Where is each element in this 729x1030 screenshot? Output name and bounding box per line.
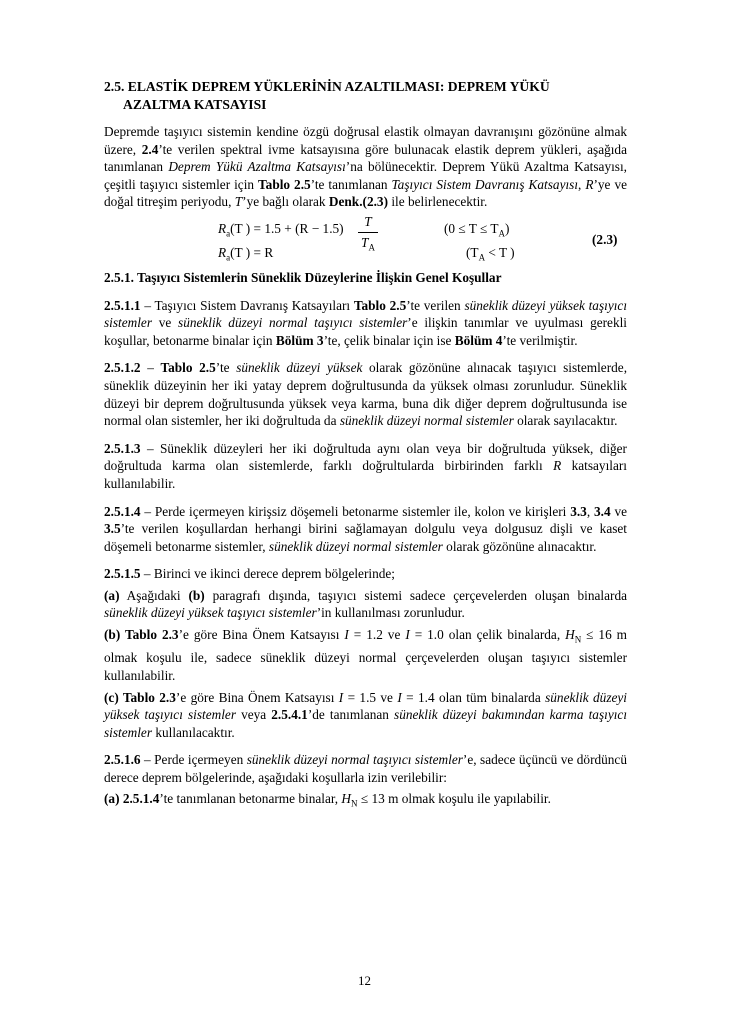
ref-bold: Denk.(2.3) <box>328 194 389 210</box>
eq-line2-lhs: $R_a(T$ ) = R <box>218 244 274 263</box>
text: , <box>578 176 586 192</box>
document-page <box>104 78 627 814</box>
eq-line2-condition: ($T_A < T$ ) <box>466 244 515 263</box>
paragraph-2-5-1-5-a: (a) Aşağıdaki (b) paragrafı dışında, taşıyıcı sistemi sadece çerçevelerden oluşan binalarda süneklik düzeyi yüksek taşıyıcı sistemler’in kullanılması zorunludur. <box>104 587 627 621</box>
section-title <box>104 78 627 114</box>
eq-fraction: T $T_A$ <box>358 213 378 257</box>
equation-2-3 <box>104 215 627 261</box>
section-title-line2: AZALTMA KATSAYISI <box>123 97 267 112</box>
paragraph-2-5-1-5-c: (c) Tablo 2.3’e göre Bina Önem Katsayısı I = 1.5 ve I = 1.4 olan tüm binalarda süneklik düzeyi yüksek taşıyıcı sistemler veya 2.5.4.1’de tanımlanan süneklik düzeyi bakımından karma taşıyıcı sistemler kullanılacaktır. <box>104 689 628 740</box>
paragraph-2-5-1-5: 2.5.1.5 – Birinci ve ikinci derece deprem bölgelerinde; <box>104 566 395 582</box>
subsection-heading: 2.5.1. Taşıyıcı Sistemlerin Süneklik Düzeylerine İlişkin Genel Koşullar <box>104 269 502 285</box>
text: ’te verilen spektral ivme katsayısına göre bulunacak elastik deprem yükleri, aşağıda tanımlanan <box>104 141 627 175</box>
ref-bold: 2.4 <box>141 141 159 157</box>
text: ’ye ve doğal titreşim periyodu, <box>104 176 627 210</box>
eq-line1-lhs: $R_a(T$ ) = 1.5 + (R − 1.5) <box>218 220 344 239</box>
ref-bold: Tablo 2.5 <box>258 176 311 192</box>
term-italic: Taşıyıcı Sistem Davranış Katsayısı <box>391 176 579 192</box>
paragraph-2-5-1-6: 2.5.1.6 – Perde içermeyen süneklik düzeyi normal taşıyıcı sistemler’e, sadece üçüncü ve dördüncü derece deprem bölgelerinde, aşağıdaki koşullarla izin verilebilir: <box>104 752 627 785</box>
paragraph-2-5-1-5-b: (b) Tablo 2.3’e göre Bina Önem Katsayısı I = 1.2 ve I = 1.0 olan çelik binalarda, $H_N \le 16$ m olmak koşulu ile, sadece süneklik düzeyi normal çerçevelerden oluşan taşıyıcı sistemler kullanılabilir. <box>104 627 628 683</box>
eq-number: (2.3) <box>592 231 618 247</box>
paragraph-2-5-1-6-a: (a) 2.5.1.4’te tanımlanan betonarme binalar, $H_N \le 13$ m olmak koşulu ile yapılabilir. <box>104 791 551 810</box>
paragraph-2-5-1-3: 2.5.1.3 – Süneklik düzeyleri her iki doğrultuda aynı olan veya bir doğrultuda yüksek, diğer doğrultuda karma olan sistemlerde, farklı doğrultularda birbirinden farklı R katsayıları kullanılabilir. <box>104 440 627 491</box>
intro-paragraph <box>104 123 627 211</box>
paragraph-2-5-1-1: 2.5.1.1 – Taşıyıcı Sistem Davranış Katsayıları Tablo 2.5’te verilen süneklik düzeyi yüksek taşıyıcı sistemler ve süneklik düzeyi normal taşıyıcı sistemler’e ilişkin tanımlar ve uyulması gerekli koşullar, betonarme binalar için Bölüm 3’te, çelik binalar için ise Bölüm 4’te verilmiştir. <box>104 297 628 348</box>
term-italic: Deprem Yükü Azaltma Katsayısı <box>168 159 346 175</box>
symbol-italic: T <box>234 194 243 210</box>
section-title-line1: 2.5. ELASTİK DEPREM YÜKLERİNİN AZALTILMASI: DEPREM YÜKÜ <box>104 79 550 94</box>
paragraph-2-5-1-4: 2.5.1.4 – Perde içermeyen kirişsiz döşemeli betonarme sistemler ile, kolon ve kirişleri 3.3, 3.4 ve 3.5’te verilen koşullardan herhangi birini sağlamayan dolgulu veya dolgusuz dişli ve kaset döşemeli betonarme sistemler, süneklik düzeyi normal sistemler olarak gözönüne alınacaktır. <box>104 503 627 554</box>
symbol-italic: R <box>585 176 594 192</box>
eq-line1-condition: $(0 \le T \le T_A)$ <box>444 220 510 239</box>
text: ’na bölünecektir. Deprem Yükü Azaltma Katsayısı, çeşitli taşıyıcı sistemler için <box>104 159 627 192</box>
text: ’te tanımlanan <box>310 176 392 192</box>
page-number: 12 <box>358 973 371 988</box>
paragraph-2-5-1-2: 2.5.1.2 – Tablo 2.5’te süneklik düzeyi yüksek olarak gözönüne alınacak taşıyıcı sistemlerde, süneklik düzeyinin her iki yatay deprem doğrultusunda da yüksek olması zorunludur. Süneklik düzeyi bir deprem doğrultusunda yüksek veya karma, buna dik diğer deprem doğrultusunda ise normal olan sistemler, her iki doğrultuda da süneklik düzeyi normal sistemler olarak sayılacaktır. <box>104 360 628 429</box>
text: ile belirlenecektir. <box>388 194 488 210</box>
text: Depremde taşıyıcı sistemin kendine özgü doğrusal elastik olmayan davranışını gözönüne almak üzere, <box>104 124 627 157</box>
text: ’ye bağlı olarak <box>242 194 329 210</box>
